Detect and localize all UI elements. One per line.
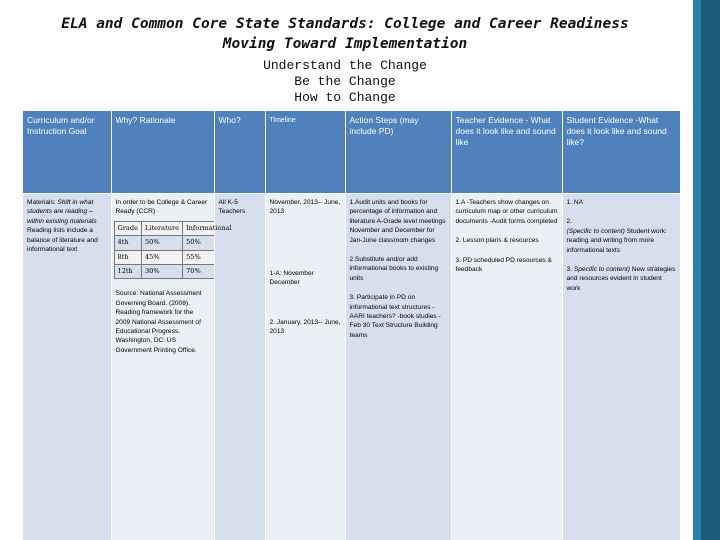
goal-prefix: Materials:	[27, 199, 58, 206]
mini-cell: 50%	[183, 236, 235, 250]
cell-timeline	[265, 194, 345, 540]
slide-title-line-2: Moving Toward Implementation	[222, 36, 468, 52]
mini-cell: 8th	[114, 250, 141, 264]
cell-action-steps	[345, 194, 451, 540]
cell-who	[214, 194, 265, 540]
mini-cell: 70%	[183, 265, 235, 279]
implementation-table	[23, 111, 680, 540]
student-evidence-2-rest: Student work: reading and writing from more informational texts	[566, 227, 667, 254]
col-header-student-evidence: Student Evidence -What does it look like and sound like?	[562, 111, 680, 194]
student-evidence-3-italic: Specific to content)	[573, 266, 630, 274]
col-header-teacher-evidence: Teacher Evidence - What does it look like and sound like	[451, 111, 562, 194]
cell-student-evidence	[562, 194, 680, 540]
student-evidence-2-num: 2.	[566, 218, 572, 226]
timeline-2: 1-A: November December	[269, 269, 314, 287]
col-header-rationale: Why? Rationale	[111, 111, 214, 194]
slide-header	[0, 0, 690, 106]
action-3: 3. Participate in PD on informational text structures -AARI teachers? -book studies -Feb 30 Text Structure Building teams	[349, 294, 441, 339]
teacher-evidence-2: 2. Lesson plans & resources	[455, 237, 539, 245]
slide-title-line-1: ELA and Common Core State Standards: College and Career Readiness	[61, 16, 629, 32]
teacher-evidence-3: 3. PD scheduled PD resources & feedback	[455, 256, 552, 274]
right-accent-bar	[693, 0, 720, 540]
table-header-row	[23, 111, 680, 194]
mini-cell: 50%	[141, 236, 182, 250]
timeline-3: 2. January, 2013-- June, 2013	[269, 318, 341, 336]
subtitle-be: Be the Change	[294, 74, 396, 89]
goal-text	[27, 198, 107, 254]
cell-teacher-evidence	[451, 194, 562, 540]
action-2: 2.Substitute and/or add informational books to existing units	[349, 256, 439, 282]
mini-cell: 4th	[114, 236, 141, 250]
right-accent-stripe	[693, 0, 701, 540]
table-body-row	[23, 194, 680, 540]
student-evidence-3-num: 3.	[566, 266, 574, 274]
col-header-timeline: Timeline	[265, 111, 345, 194]
student-evidence-3	[567, 265, 677, 293]
action-1: 1.Audit units and books for percentage of information and literature A-Grade level meetings November and December for Jan-June classroom changes	[349, 199, 446, 244]
student-evidence-1: 1. NA	[566, 199, 583, 206]
teacher-evidence-1: 1.A -Teachers show changes on curriculum map or other curriculum documents -Audit forms completed	[455, 199, 558, 225]
rationale-text: In order to be College & Career Ready (CCR)	[115, 199, 208, 216]
cell-goal	[23, 194, 111, 540]
student-evidence-2-italic: (Specific to content)	[566, 227, 625, 235]
student-evidence-2	[567, 217, 677, 255]
who-text: All K-5 Teachers	[218, 199, 246, 216]
mini-header-cell: Informational	[183, 221, 235, 235]
col-header-action-steps: Action Steps (may include PD)	[345, 111, 451, 194]
mini-cell: 55%	[183, 250, 235, 264]
mini-header-cell: Grade	[114, 221, 141, 235]
subtitle-understand: Understand the Change	[263, 58, 427, 73]
goal-rest: Reading lists include a balance of literature and informational text	[27, 227, 98, 254]
col-header-goal: Curriculum and/or Instruction Goal	[23, 111, 111, 194]
subtitle-how: How to Change	[294, 90, 396, 105]
mini-cell: 30%	[141, 265, 182, 279]
mini-cell: 45%	[141, 250, 182, 264]
timeline-1: November, 2013-- June, 2013	[269, 199, 341, 216]
goal-italic: Shift in what students are reading – within existing materials	[27, 199, 97, 225]
mini-header-cell: Literature	[141, 221, 182, 235]
mini-cell: 12th	[114, 265, 141, 279]
rationale-source: Source: National Assessment Governing Board. (2008). Reading framework for the 2009 National Assessment of Educational Progress. Washington, DC: US Government Printing Office.	[115, 290, 202, 354]
student-evidence-3-rest: New strategies and resources evident in student work	[566, 266, 676, 292]
col-header-who: Who?	[214, 111, 265, 194]
